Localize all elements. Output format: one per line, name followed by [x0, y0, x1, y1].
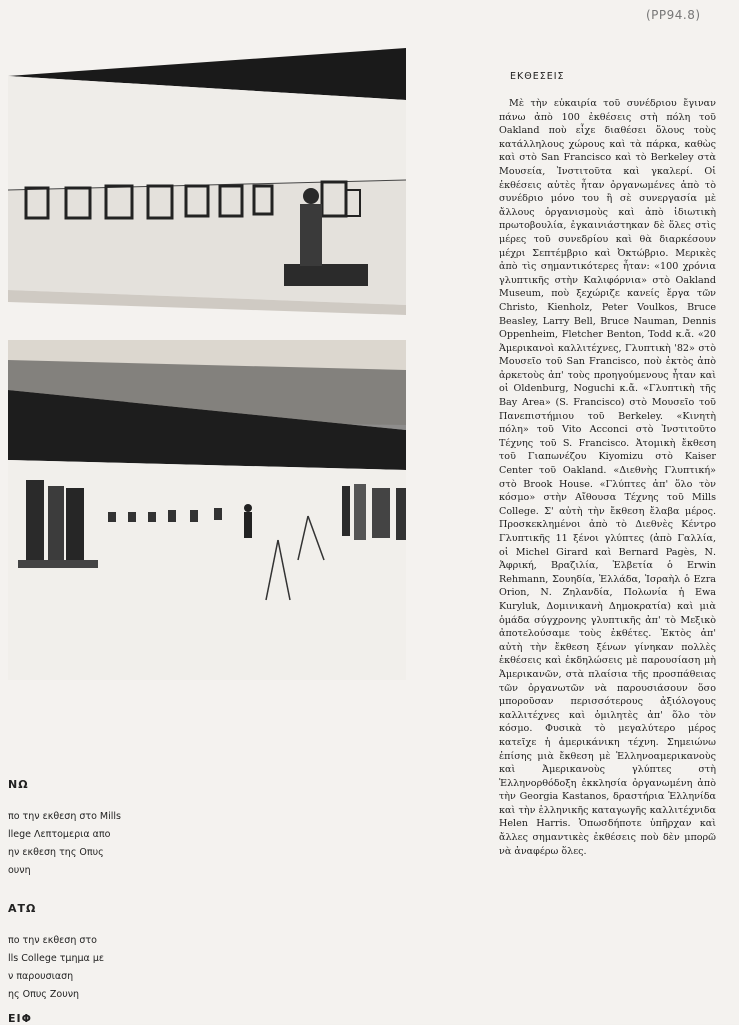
caption-2-line-1: πο την εκθεση στο	[8, 935, 97, 946]
caption-2-heading: ΑΤΩ	[8, 902, 37, 915]
exhibition-photographs	[8, 40, 406, 680]
caption-1-text	[8, 808, 208, 880]
caption-1-heading: ΝΩ	[8, 778, 29, 791]
cut-off-text: ΕΙΦ	[8, 1012, 32, 1025]
caption-1-line-2: llege Λεπτομερια απο	[8, 829, 111, 840]
caption-2-line-2: lls College τμημα με	[8, 953, 105, 964]
caption-1-line-1: πο την εκθεση στο Mills	[8, 811, 121, 822]
article-body: Μὲ τὴν εὐκαιρία τοῦ συνέδριου ἔγιναν πάνω ἀπὸ 100 ἐκθέσεις στὴ πόλη τοῦ Oakland ποὺ εἶχε διαθέσει ὅλους τοὺς κατάλληλους χώρους καὶ τὰ πάρκα, καθὼς καὶ στὸ San Francisco καὶ τὸ Berkeley στὰ Μουσεία, Ἰνστιτοῦτα καὶ γκαλερί. Οἱ ἐκθέσεις αὐτὲς ἦταν ὀργανωμένες ἀπὸ τὸ συνέδριο μόνο του ἢ σὲ συνεργασία μὲ ἄλλους ὀργανισμοὺς καὶ ἀπὸ ἰδιωτικὴ πρωτοβουλία, ἐγκαινιάστηκαν δὲ ὅλες στὶς μέρες τοῦ συνεδρίου καὶ θὰ διαρκέσουν μέχρι Σεπτέμβριο καὶ Ὀκτώβριο. Μερικὲς ἀπὸ τὶς σημαντικότερες ἦταν: «100 χρόνια γλυπτικῆς στὴν Καλιφόρνια» στὸ Oakland Museum, ποὺ ξεχώριζε κανείς ἔργα τῶν Christo, Kienholz, Peter Voulkos, Bruce Beasley, Larry Bell, Bruce Nauman, Dennis Oppenheim, Fletcher Benton, Todd κ.ἄ. «20 Ἀμερικανοὶ καλλιτέχνες, Γλυπτικὴ '82» στὸ Μουσεῖο τοῦ San Francisco, ποὺ ἐκτὸς ἀπὸ ἀρκετοὺς ἀπ' τοὺς προηγούμενους ἦταν καὶ οἱ Oldenburg, Noguchi κ.ἄ. «Γλυπτικὴ τῆς Bay Area» (S. Francisco) στὸ Μουσεῖο τοῦ Πανεπιστήμιου τοῦ Berkeley. «Κινητὴ πόλη» τοῦ Vito Acconci στὸ Ἰνστιτοῦτο Τέχνης τοῦ S. Francisco. Ἀτομικὴ ἔκθεση τοῦ Γιαπωνέζου Kiyomizu στὸ Kaiser Center τοῦ Oakland. «Διεθνὴς Γλυπτική» στὸ Brook House. «Γλύπτες ἀπ' ὅλο τὸν κόσμο» στὴν Αἴθουσα Τέχνης τοῦ Mills College. Σ' αὐτὴ τὴν ἔκθεση ἔλαβα μέρος. Προσκεκλημένοι ἀπὸ τὸ Διεθνὲς Κέντρο Γλυπτικῆς 11 ξένοι γλύπτες (ἀπὸ Γαλλία, οἱ Michel Girard καὶ Bernard Pagès, Ν. Ἀφρική, Βραζιλία, Ἑλβετία ὁ Erwin Rehmann, Σουηδία, Ἑλλάδα, Ἰσραὴλ ὁ Ezra Orion, Ν. Ζηλανδία, Πολωνία ἡ Ewa Kuryluk, Δομινικανὴ Δημοκρατία) καὶ μιὰ ὁμάδα σύγχρονης γλυπτικῆς ἀπ' τὸ Μεξικὸ ἀποτελούσαμε τοὺς ἐκθέτες. Ἐκτὸς ἀπ' αὐτὴ τὴν ἔκθεση ξένων γίνηκαν πολλὲς ἐκθέσεις καὶ ἐκδηλώσεις μὲ παρουσίαση μὴ Ἀμερικανῶν, στὰ πλαίσια τῆς προσπάθειας τῶν ὀργανωτῶν νὰ παρουσιάσουν ὅσο μποροῦσαν περισσότερους ἀξιόλογους καλλιτέχνες καὶ ὁμιλητὲς ἀπ' ὅλο τὸν κόσμο. Φυσικὰ τὸ μεγαλύτερο μέρος κατεῖχε ἡ ἀμερικάνικη τέχνη. Σημειώνω ἐπίσης μιὰ ἔκθεση μὲ Ἑλληνοαμερικανοὺς καὶ Ἀμερικανοὺς γλύπτες στὴ Ἑλληνορθόδοξη ἐκκλησία ὀργανωμένη ἀπὸ τὴν Georgia Kastanos, δραστήρια Ἑλληνίδα καὶ τὴν ἑλληνικῆς καταγωγῆς καλλιτέχνιδα Helen Harris. Ὁπωσδήποτε ὑπῆρχαν καὶ ἄλλες σημαντικὲς ἐκθέσεις ποὺ δὲν μπορῶ νὰ ἀναφέρω ὅλες.	[499, 98, 716, 857]
caption-2-line-3: ν παρουσιαση	[8, 971, 74, 982]
article-heading: ΕΚΘΕΣΕΙΣ	[510, 71, 565, 82]
photo-gallery-wall-top	[8, 48, 406, 315]
handwritten-archive-note: (PP94.8)	[646, 8, 701, 22]
caption-1-line-3: ην εκθεση της Οπυς	[8, 847, 104, 858]
photo-gallery-hall-bottom	[8, 340, 406, 680]
caption-1-line-4: ουνη	[8, 865, 31, 876]
caption-2-text	[8, 932, 208, 1004]
caption-2-line-4: ης Οπυς Ζουνη	[8, 989, 80, 1000]
